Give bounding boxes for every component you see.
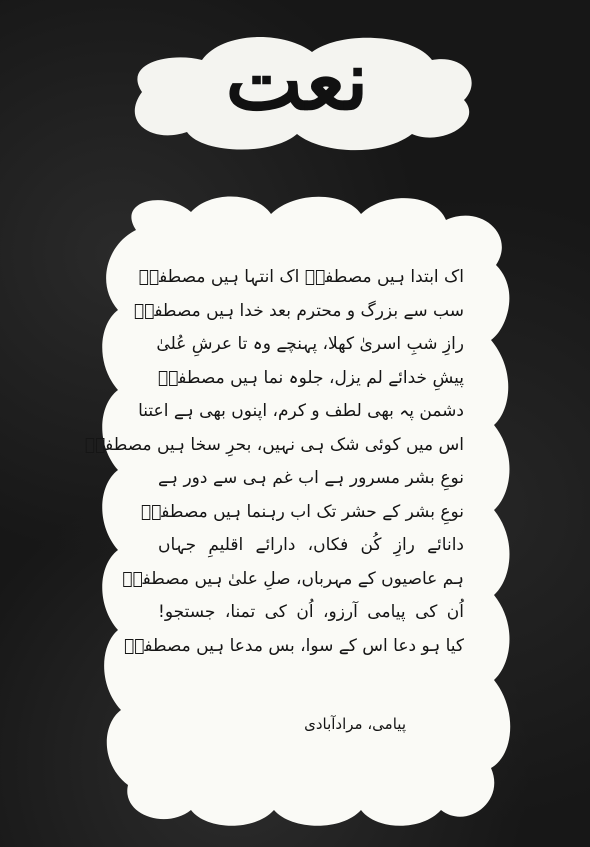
verse-line: رازِ شبِ اسریٰ کھلا، پہنچے وہ تا عرشِ عُلیٰ bbox=[156, 334, 464, 355]
verse-line: دانائے رازِ کُن فکاں، دارائے اقلیمِ جہاں bbox=[158, 535, 464, 556]
verse-line: اُن کی پیامی آرزو، اُن کی تمنا، جستجو! bbox=[158, 601, 464, 622]
verse-line: کیا ہو دعا اس کے سوا، بس مدعا ہیں مصطفےؐ bbox=[123, 635, 464, 656]
poet-attribution: پیامی، مرادآبادی bbox=[304, 715, 406, 733]
verse-line: اک ابتدا ہیں مصطفےؐ اک انتہا ہیں مصطفےؐ bbox=[138, 267, 464, 288]
verse-line: ہم عاصیوں کے مہرباں، صلِ علیٰ ہیں مصطفےؐ bbox=[122, 568, 464, 589]
title-banner bbox=[112, 22, 482, 162]
poem-panel bbox=[84, 190, 516, 830]
poem-body bbox=[84, 260, 464, 662]
verse-line: اس میں کوئی شک ہی نہیں، بحرِ سخا ہیں مصطفےؐ bbox=[84, 434, 464, 455]
verse-line: نوعِ بشر کے حشر تک اب رہنما ہیں مصطفےؐ bbox=[140, 501, 464, 522]
verse-line: نوعِ بشر مسرور ہے اب غم ہی سے دور ہے bbox=[158, 468, 464, 489]
page-title: نعت bbox=[225, 33, 369, 129]
verse-line: پیشِ خدائے لم یزل، جلوہ نما ہیں مصطفےؐ bbox=[157, 367, 464, 388]
verse-line: دشمن پہ بھی لطف و کرم، اپنوں بھی ہے اعتنا bbox=[138, 401, 464, 422]
verse-line: سب سے بزرگ و محترم بعد خدا ہیں مصطفےؐ bbox=[133, 300, 464, 321]
